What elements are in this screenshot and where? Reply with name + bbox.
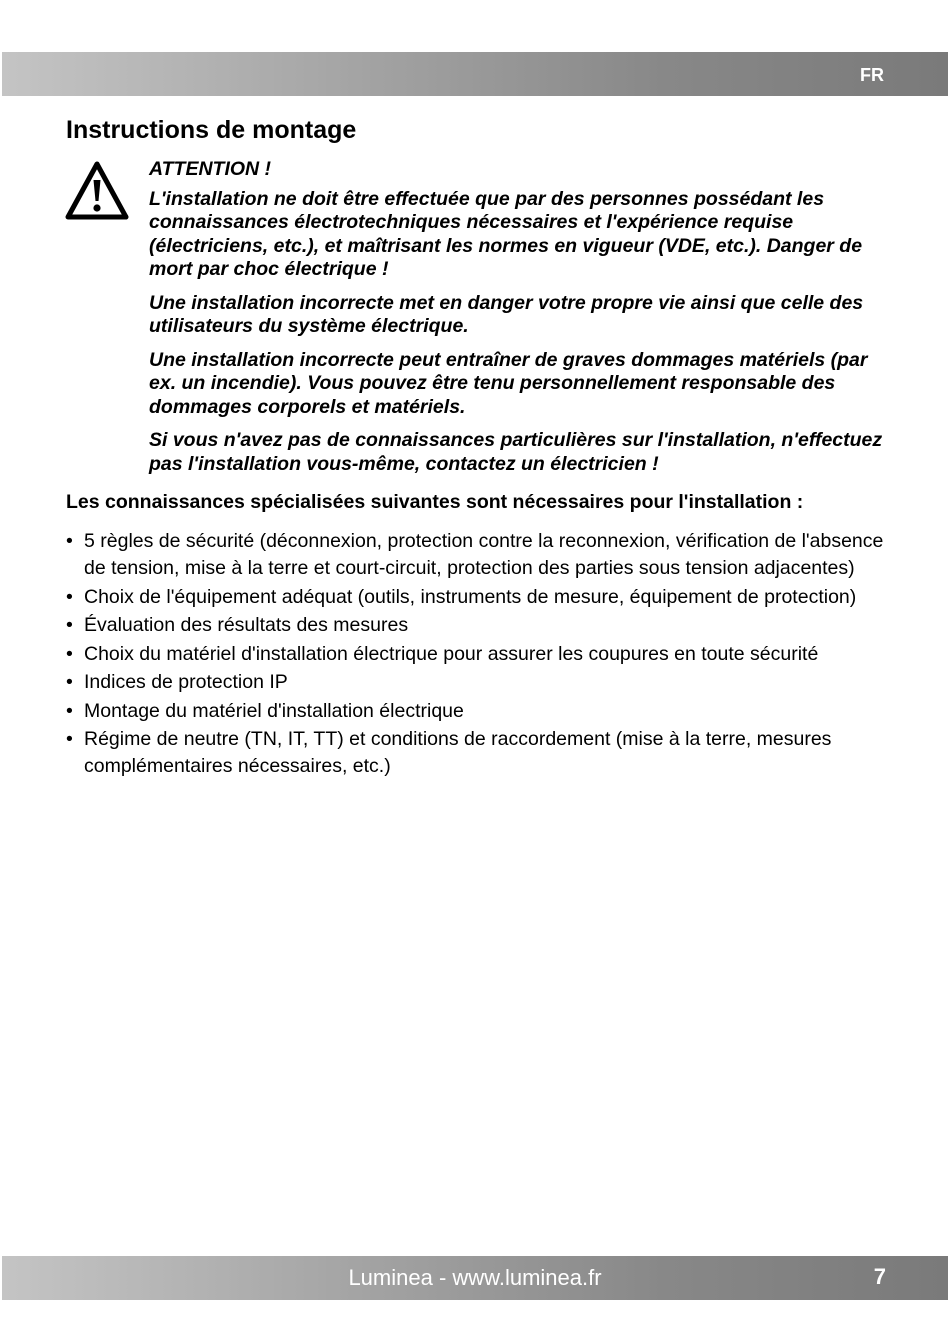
warning-paragraph: Si vous n'avez pas de connaissances particulières sur l'installation, n'effectuez pas l'installation vous-même, contactez un électricien !: [149, 429, 883, 475]
list-item-text: 5 règles de sécurité (déconnexion, protection contre la reconnexion, vérification de l'absence de tension, mise à la terre et court-circuit, protection des parties sous tension adjacentes): [84, 530, 884, 579]
list-item-text: Choix du matériel d'installation électrique pour assurer les coupures en toute sécurité: [84, 642, 819, 665]
warning-block: [149, 158, 889, 486]
list-item: [66, 641, 886, 668]
list-item: [66, 584, 886, 611]
attention-label: ATTENTION !: [149, 158, 272, 180]
page-title: Instructions de montage: [66, 116, 357, 144]
bullet-icon: •: [66, 671, 73, 693]
list-item-text: Régime de neutre (TN, IT, TT) et conditions de raccordement (mise à la terre, mesures complémentaires nécessaires, etc.): [84, 728, 832, 777]
bullet-icon: •: [66, 614, 73, 636]
list-item: [66, 726, 886, 780]
warning-paragraph: Une installation incorrecte peut entraîner de graves dommages matériels (par ex. un incendie). Vous pouvez être tenu personnellement responsable des dommages corporels et matériels.: [149, 348, 868, 418]
warning-paragraph: L'installation ne doit être effectuée que par des personnes possédant les connaissances électrotechniques nécessaires et l'expérience requise (électriciens, etc.), et maîtrisant les normes en vigueur (VDE, etc.). Danger de mort par choc électrique !: [149, 187, 863, 280]
list-item-text: Indices de protection IP: [84, 671, 288, 693]
list-item-text: Montage du matériel d'installation électrique: [84, 699, 464, 722]
requirements-heading: Les connaissances spécialisées suivantes sont nécessaires pour l'installation :: [66, 491, 804, 513]
bullet-icon: •: [66, 699, 73, 722]
bullet-icon: •: [66, 530, 73, 552]
footer-bar: [2, 1256, 948, 1300]
list-item: [66, 612, 886, 639]
list-item: [66, 528, 886, 582]
page-number: 7: [873, 1264, 886, 1289]
bullet-icon: •: [66, 728, 73, 750]
header-bar: [2, 52, 948, 96]
bullet-icon: •: [66, 585, 73, 608]
bullet-icon: •: [66, 642, 73, 665]
list-item-text: Choix de l'équipement adéquat (outils, instruments de mesure, équipement de protection): [84, 585, 857, 608]
list-item: [66, 698, 886, 725]
language-code: FR: [860, 65, 884, 85]
list-item-text: Évaluation des résultats des mesures: [84, 614, 409, 636]
warning-triangle-icon: [64, 160, 130, 222]
footer-website-text: Luminea - www.luminea.fr: [348, 1265, 602, 1290]
warning-paragraph: Une installation incorrecte met en danger votre propre vie ainsi que celle des utilisateurs du système électrique.: [149, 291, 864, 337]
list-item: [66, 669, 886, 696]
requirements-list: [66, 528, 886, 782]
